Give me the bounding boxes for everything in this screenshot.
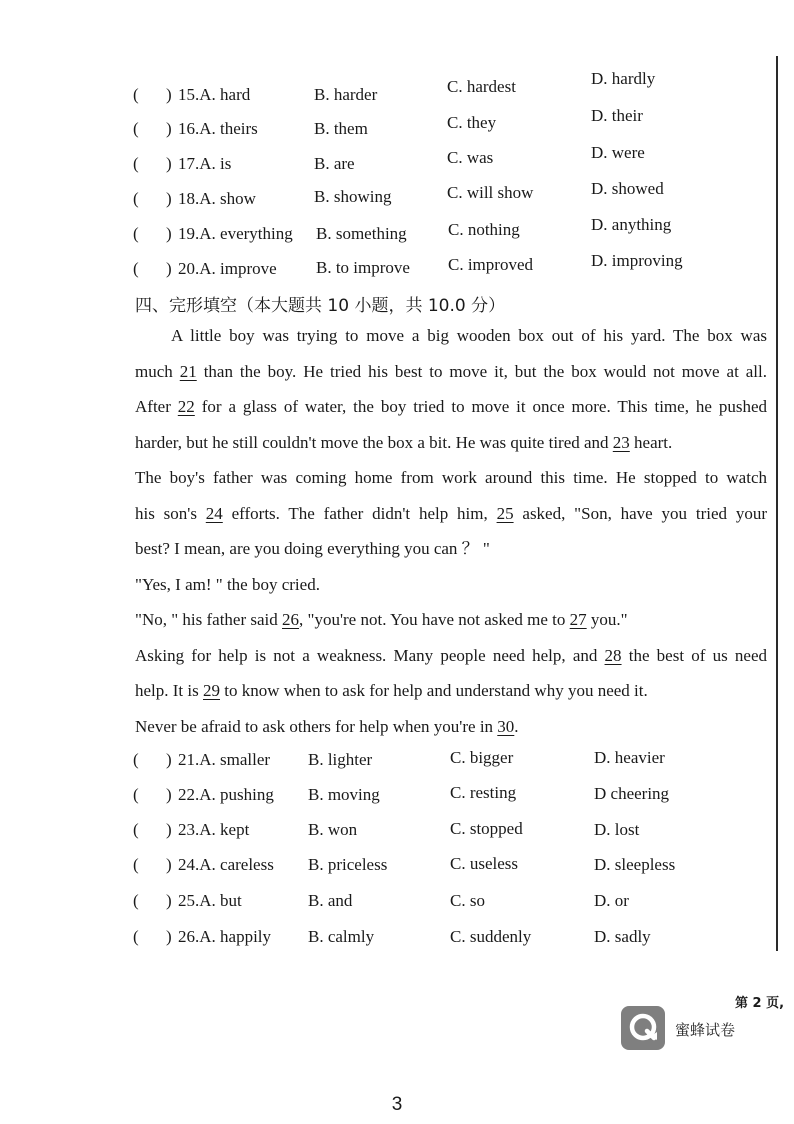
answer-paren-close: ) bbox=[166, 820, 172, 839]
option-b: B. to improve bbox=[316, 258, 410, 277]
option-d: D. anything bbox=[591, 215, 672, 234]
answer-paren-open: ( bbox=[133, 855, 139, 874]
passage-line: best? I mean, are you doing everything you can ？ " bbox=[135, 539, 490, 558]
option-c: C. was bbox=[447, 148, 494, 167]
answer-paren-close: ) bbox=[166, 785, 172, 804]
answer-paren-open: ( bbox=[133, 927, 139, 946]
option-c: C. useless bbox=[450, 854, 518, 873]
answer-paren-close: ) bbox=[166, 259, 172, 278]
answer-paren-close: ) bbox=[166, 927, 172, 946]
passage-line: "No, " his father said 26, "you're not. You have not asked me to 27 you." bbox=[135, 610, 628, 629]
question-row bbox=[0, 855, 794, 881]
option-d: D cheering bbox=[594, 784, 670, 803]
passage-line: A little boy was trying to move a big wooden box out of his yard. The box was bbox=[171, 326, 767, 345]
blank-23: 23 bbox=[612, 432, 630, 452]
option-d: D. or bbox=[594, 891, 629, 910]
answer-paren-close: ) bbox=[166, 891, 172, 910]
option-a: 21.A. smaller bbox=[178, 750, 271, 769]
answer-paren-close: ) bbox=[166, 855, 172, 874]
blank-26: 26 bbox=[282, 610, 300, 629]
option-b: B. priceless bbox=[308, 855, 388, 874]
answer-paren-open: ( bbox=[133, 85, 139, 104]
option-d: D. lost bbox=[594, 820, 640, 839]
section-title: 四、完形填空（本大题共 10 小题，共 10.0 分） bbox=[135, 296, 506, 316]
passage-line: The boy's father was coming home from work around this time. He stopped to watch bbox=[135, 468, 767, 487]
passage-line: After 22 for a glass of water, the boy tried to move it once more. This time, he pushed bbox=[135, 397, 767, 416]
option-a: 20.A. improve bbox=[178, 259, 277, 278]
blank-22: 22 bbox=[177, 397, 195, 416]
question-row bbox=[0, 179, 794, 215]
question-row bbox=[0, 143, 794, 180]
cloze-passage bbox=[135, 318, 767, 744]
option-a: 22.A. pushing bbox=[178, 785, 274, 804]
option-c: C. nothing bbox=[448, 220, 520, 239]
question-row bbox=[0, 750, 794, 776]
option-a: 17.A. is bbox=[178, 154, 232, 173]
question-row bbox=[0, 891, 794, 917]
blank-27: 27 bbox=[569, 610, 587, 629]
question-row bbox=[0, 820, 794, 846]
passage-line: much 21 than the boy. He tried his best to move it, but the box would not move at all. bbox=[135, 361, 767, 381]
option-a: 24.A. careless bbox=[178, 855, 274, 874]
option-c: C. so bbox=[450, 891, 485, 910]
question-row bbox=[0, 785, 794, 811]
mifeng-logo-icon bbox=[621, 1006, 665, 1050]
answer-paren-open: ( bbox=[133, 891, 139, 910]
option-c: C. resting bbox=[450, 783, 517, 802]
question-row bbox=[0, 251, 794, 285]
answer-paren-open: ( bbox=[133, 750, 139, 769]
page-marker: 第 2 页, bbox=[735, 996, 785, 1011]
option-b: B. calmly bbox=[308, 927, 375, 946]
option-c: C. stopped bbox=[450, 819, 523, 838]
option-c: C. hardest bbox=[447, 77, 516, 96]
option-b: B. harder bbox=[314, 85, 378, 104]
option-d: D. showed bbox=[591, 179, 664, 198]
passage-line: Asking for help is not a weakness. Many people need help, and 28 the best of us need bbox=[135, 645, 767, 665]
answer-paren-open: ( bbox=[133, 119, 139, 138]
option-b: B. something bbox=[316, 224, 407, 243]
passage-line: "Yes, I am! " the boy cried. bbox=[135, 574, 320, 594]
answer-paren-open: ( bbox=[133, 259, 139, 278]
option-c: C. they bbox=[447, 113, 497, 132]
blank-28: 28 bbox=[604, 645, 622, 665]
answer-paren-close: ) bbox=[166, 119, 172, 138]
passage-line: Never be afraid to ask others for help when you're in 30. bbox=[135, 716, 519, 736]
option-b: B. are bbox=[314, 154, 355, 173]
option-a: 16.A. theirs bbox=[178, 119, 258, 138]
option-a: 15.A. hard bbox=[178, 85, 251, 104]
option-a: 25.A. but bbox=[178, 891, 242, 910]
option-d: D. heavier bbox=[594, 748, 665, 767]
option-a: 26.A. happily bbox=[178, 927, 272, 946]
answer-paren-open: ( bbox=[133, 785, 139, 804]
passage-line: help. It is 29 to know when to ask for help and understand why you need it. bbox=[135, 681, 648, 700]
logo-text: 蜜蜂试卷 bbox=[675, 1021, 736, 1039]
option-d: D. sadly bbox=[594, 927, 651, 946]
option-c: C. will show bbox=[447, 183, 534, 202]
option-a: 23.A. kept bbox=[178, 820, 250, 839]
blank-30: 30 bbox=[497, 716, 515, 736]
option-d: D. their bbox=[591, 106, 643, 125]
blank-29: 29 bbox=[203, 681, 220, 700]
option-d: D. improving bbox=[591, 251, 683, 270]
option-b: B. showing bbox=[314, 187, 392, 206]
option-b: B. lighter bbox=[308, 750, 373, 769]
blank-25: 25 bbox=[496, 503, 514, 523]
answer-paren-close: ) bbox=[166, 189, 172, 208]
answer-paren-close: ) bbox=[166, 154, 172, 173]
option-b: B. them bbox=[314, 119, 368, 138]
option-a: 19.A. everything bbox=[178, 224, 293, 243]
option-c: C. improved bbox=[448, 255, 533, 274]
option-d: D. sleepless bbox=[594, 855, 676, 874]
passage-line: his son's 24 efforts. The father didn't help him, 25 asked, "Son, have you tried your bbox=[135, 503, 767, 523]
answer-paren-close: ) bbox=[166, 750, 172, 769]
option-a: 18.A. show bbox=[178, 189, 256, 208]
question-row bbox=[0, 69, 794, 111]
option-d: D. hardly bbox=[591, 69, 656, 88]
option-b: B. won bbox=[308, 820, 358, 839]
option-c: C. suddenly bbox=[450, 927, 532, 946]
question-row bbox=[0, 927, 794, 953]
option-b: B. and bbox=[308, 891, 353, 910]
question-row bbox=[0, 106, 794, 145]
question-row bbox=[0, 215, 794, 250]
answer-paren-close: ) bbox=[166, 85, 172, 104]
answer-paren-close: ) bbox=[166, 224, 172, 243]
answer-paren-open: ( bbox=[133, 154, 139, 173]
passage-line: harder, but he still couldn't move the box a bit. He was quite tired and 23 heart. bbox=[135, 432, 673, 452]
answer-paren-open: ( bbox=[133, 224, 139, 243]
page-number: 3 bbox=[391, 1094, 403, 1115]
option-d: D. were bbox=[591, 143, 645, 162]
blank-21: 21 bbox=[179, 361, 197, 381]
option-b: B. moving bbox=[308, 785, 380, 804]
answer-paren-open: ( bbox=[133, 820, 139, 839]
option-c: C. bigger bbox=[450, 748, 514, 767]
answer-paren-open: ( bbox=[133, 189, 139, 208]
blank-24: 24 bbox=[205, 503, 223, 523]
